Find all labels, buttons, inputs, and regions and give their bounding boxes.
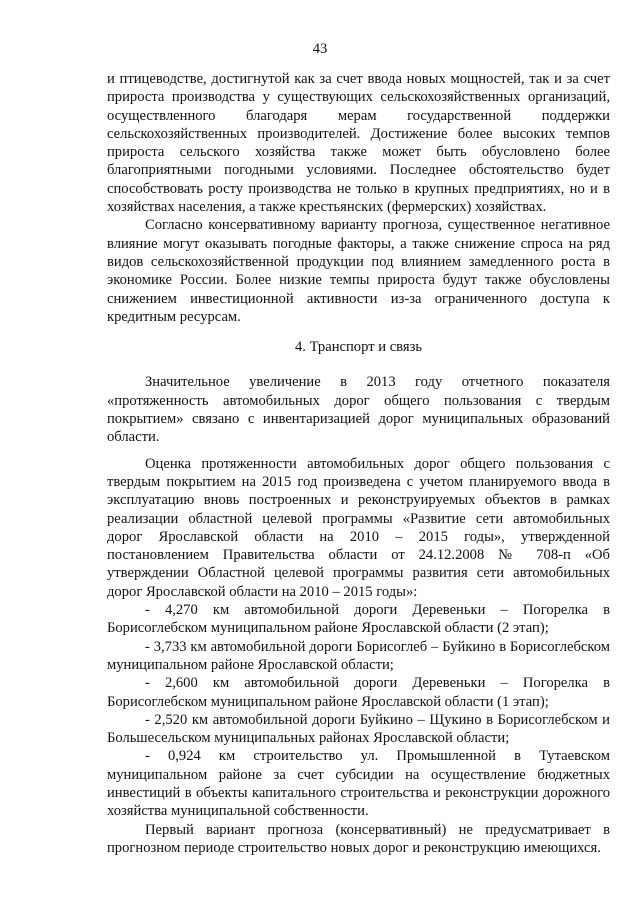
paragraph-agriculture-continued: и птицеводстве, достигнутой как за счет ввода новых мощностей, так и за счет прироста производства у существующих сельскохозяйственных организаций, осуществленного благодаря мерам государственной поддержки сельскохозяйственных производителей. Достижение более высоких темпов прироста сельского хозяйства также может быть обусловлено более благоприятными погодными условиями. Последнее обстоятельство будет способствовать росту производства не только в крупных предприятиях, но и в хозяйствах населения, а также крестьянских (фермерских) хозяйствах.: [107, 71, 610, 216]
page-number: 43: [312, 41, 328, 57]
document-body: [107, 70, 610, 857]
paragraph-road-estimate: Оценка протяженности автомобильных дорог общего пользования с твердым покрытием на 2015 год произведена с учетом планируемого ввода в эксплуатацию вновь построенных и реконструируемых объектов в рамках реализации областной целевой программы «Развитие сети автомобильных дорог Ярославской области на 2010 – 2015 годы», утвержденной постановлением Правительства области от 24.12.2008 № 708-п «Об утверждении Областной целевой программы развития сети автомобильных дорог Ярославской области на 2010 – 2015 годы»:: [107, 455, 610, 600]
list-item: - 3,733 км автомобильной дороги Борисоглеб – Буйкино в Борисоглебском муниципальном районе Ярославской области;: [107, 638, 610, 673]
paragraph-road-length-increase: Значительное увеличение в 2013 году отчетного показателя «протяженность автомобильных дорог общего пользования с твердым покрытием» связано с инвентаризацией дорог муниципальных образований области.: [107, 374, 610, 446]
list-item: - 2,520 км автомобильной дороги Буйкино – Щукино в Борисоглебском и Большесельском муниципальных районах Ярославской области;: [107, 711, 610, 747]
list-item: - 4,270 км автомобильной дороги Деревеньки – Погорелка в Борисоглебском муниципальном районе Ярославской области (2 этап);: [107, 602, 610, 637]
list-item: - 0,924 км строительство ул. Промышленной в Тутаевском муниципальном районе за счет субсидии на осуществление бюджетных инвестиций в объекты капитального строительства и реконструкции дорожного хозяйства муниципальной собственности.: [107, 748, 610, 820]
paragraph-conservative-agriculture: Согласно консервативному варианту прогноза, существенное негативное влияние могут оказывать погодные факторы, а также снижение спроса на ряд видов сельскохозяйственной продукции под влиянием замедленного роста в экономике России. Более низкие темпы прироста будут также обусловлены снижением инвестиционной активности из-за ограниченного доступа к кредитным ресурсам.: [107, 217, 610, 325]
list-item: - 2,600 км автомобильной дороги Деревеньки – Погорелка в Борисоглебском муниципальном районе Ярославской области (1 этап);: [107, 675, 610, 710]
paragraph-first-variant: Первый вариант прогноза (консервативный) не предусматривает в прогнозном периоде строительство новых дорог и реконструкцию имеющихся.: [107, 821, 610, 856]
section-heading: 4. Транспорт и связь: [294, 339, 423, 356]
